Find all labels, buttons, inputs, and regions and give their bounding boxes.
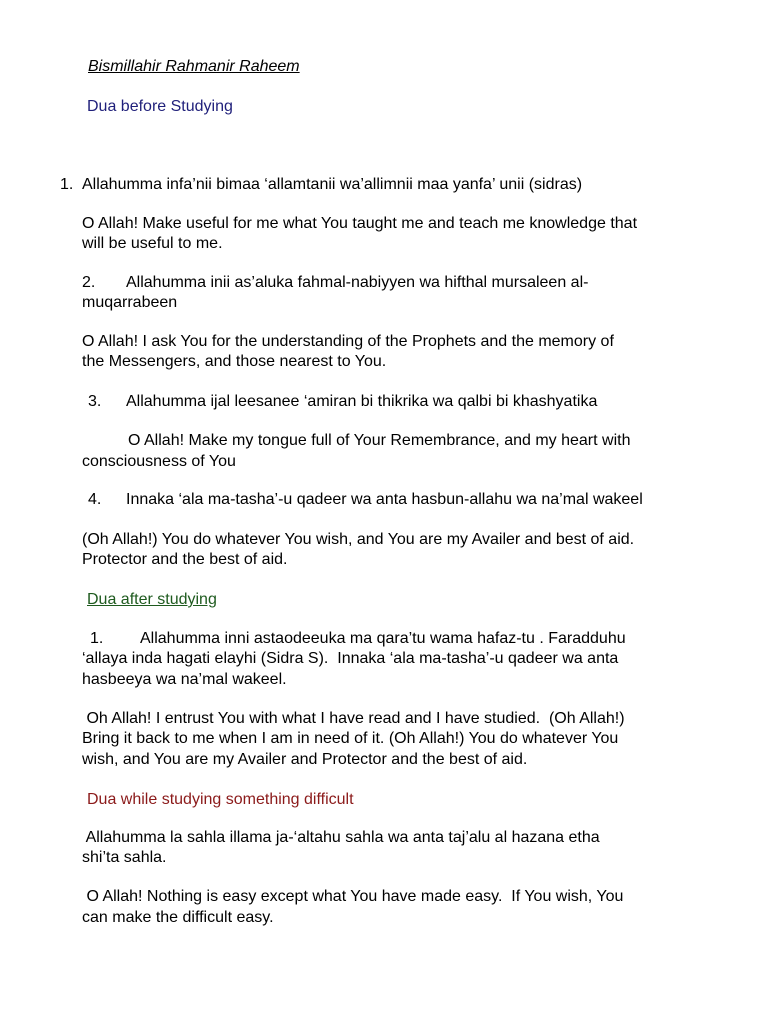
item1-number: 1. bbox=[60, 176, 74, 193]
item2-arabic-line2: muqarrabeen bbox=[82, 294, 178, 311]
item4-number: 4. bbox=[88, 491, 102, 508]
section-heading-after-studying: Dua after studying bbox=[87, 591, 217, 608]
item3-number: 3. bbox=[88, 393, 102, 410]
item1-translation-line2: will be useful to me. bbox=[82, 235, 223, 252]
item3-translation-line1: O Allah! Make my tongue full of Your Remembrance, and my heart with bbox=[128, 432, 631, 449]
after-translation-line1: Oh Allah! I entrust You with what I have read and I have studied. (Oh Allah!) bbox=[82, 710, 625, 727]
item3-arabic: Allahumma ijal leesanee ‘amiran bi thikrika wa qalbi bi khashyatika bbox=[126, 393, 598, 410]
after-arabic-line3: hasbeeya wa na’mal wakeel. bbox=[82, 671, 287, 688]
after-translation-line2: Bring it back to me when I am in need of it. (Oh Allah!) You do whatever You bbox=[82, 730, 619, 747]
item4-arabic: Innaka ‘ala ma-tasha’-u qadeer wa anta hasbun-allahu wa na’mal wakeel bbox=[126, 491, 643, 508]
difficult-translation-line1: O Allah! Nothing is easy except what You have made easy. If You wish, You bbox=[82, 888, 624, 905]
item2-arabic-line1: Allahumma inii as’aluka fahmal-nabiyyen wa hifthal mursaleen al- bbox=[126, 274, 589, 291]
after-item-number: 1. bbox=[90, 630, 104, 647]
difficult-translation-line2: can make the difficult easy. bbox=[82, 909, 274, 926]
section-heading-difficult: Dua while studying something difficult bbox=[87, 791, 354, 808]
section-heading-before-studying: Dua before Studying bbox=[87, 98, 233, 115]
document-title: Bismillahir Rahmanir Raheem bbox=[88, 58, 300, 75]
item3-translation-line2: consciousness of You bbox=[82, 453, 236, 470]
after-translation-line3: wish, and You are my Availer and Protector and the best of aid. bbox=[82, 751, 528, 768]
item1-translation-line1: O Allah! Make useful for me what You taught me and teach me knowledge that bbox=[82, 215, 638, 232]
item2-number: 2. bbox=[82, 274, 96, 291]
item2-translation-line1: O Allah! I ask You for the understanding of the Prophets and the memory of bbox=[82, 333, 614, 350]
after-arabic-line2: ‘allaya inda hagati elayhi (Sidra S). Innaka ‘ala ma-tasha’-u qadeer wa anta bbox=[82, 650, 619, 667]
difficult-arabic-line1: Allahumma la sahla illama ja-‘altahu sahla wa anta taj’alu al hazana etha bbox=[82, 829, 600, 846]
item1-arabic: Allahumma infa’nii bimaa ‘allamtanii wa’allimnii maa yanfa’ unii (sidras) bbox=[82, 176, 583, 193]
difficult-arabic-line2: shi’ta sahla. bbox=[82, 849, 167, 866]
item2-translation-line2: the Messengers, and those nearest to You. bbox=[82, 353, 387, 370]
item4-translation-line1: (Oh Allah!) You do whatever You wish, and You are my Availer and best of aid. bbox=[82, 531, 635, 548]
item4-translation-line2: Protector and the best of aid. bbox=[82, 551, 288, 568]
after-arabic-line1: Allahumma inni astaodeeuka ma qara’tu wama hafaz-tu . Faradduhu bbox=[140, 630, 626, 647]
